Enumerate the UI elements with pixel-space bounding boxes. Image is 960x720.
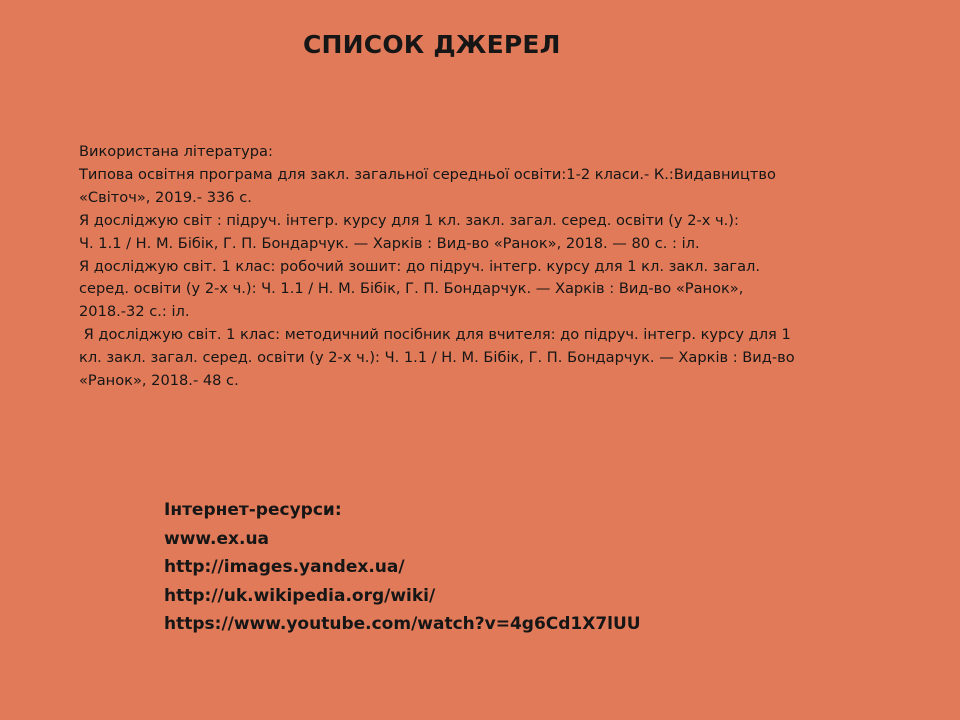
- resource-link[interactable]: www.ex.ua: [164, 528, 270, 549]
- resource-link[interactable]: http://images.yandex.ua/: [164, 557, 405, 577]
- internet-resources-heading: Інтернет-ресурси:: [164, 500, 342, 520]
- literature-line: 2018.-32 с.: іл.: [79, 303, 190, 321]
- literature-line: Я досліджую світ : підруч. інтегр. курсу для 1 кл. закл. загал. серед. освіти (у 2-х ч.):: [79, 211, 739, 229]
- literature-line: кл. закл. загал. серед. освіти (у 2-х ч.): Ч. 1.1 / Н. М. Бібік, Г. П. Бондарчук. — Харків : Вид-во: [79, 349, 795, 367]
- resource-link[interactable]: http://uk.wikipedia.org/wiki/: [164, 585, 436, 606]
- literature-heading: Використана література:: [79, 143, 273, 160]
- literature-line: «Ранок», 2018.- 48 с.: [79, 372, 239, 390]
- resource-link[interactable]: https://www.youtube.com/watch?v=4g6Cd1X7lUU: [164, 614, 641, 634]
- internet-resources-section: [164, 496, 641, 639]
- literature-line: Типова освітня програма для закл. загальної середньої освіти:1-2 класи.- К.:Видавництво: [79, 165, 776, 183]
- literature-line: Я досліджую світ. 1 клас: робочий зошит: до підруч. інтегр. курсу для 1 кл. закл. загал.: [79, 257, 761, 275]
- literature-line: Ч. 1.1 / Н. М. Бібік, Г. П. Бондарчук. — Харків : Вид-во «Ранок», 2018. — 80 с. : іл.: [79, 234, 700, 252]
- literature-section: [79, 141, 924, 393]
- page-title: СПИСОК ДЖЕРЕЛ: [303, 30, 561, 59]
- literature-line: Я досліджую світ. 1 клас: методичний посібник для вчителя: до підруч. інтегр. курсу для 1: [79, 326, 791, 344]
- literature-line: серед. освіти (у 2-х ч.): Ч. 1.1 / Н. М. Бібік, Г. П. Бондарчук. — Харків : Вид-во «Ранок»,: [79, 280, 744, 298]
- literature-line: «Світоч», 2019.- 336 с.: [79, 188, 252, 206]
